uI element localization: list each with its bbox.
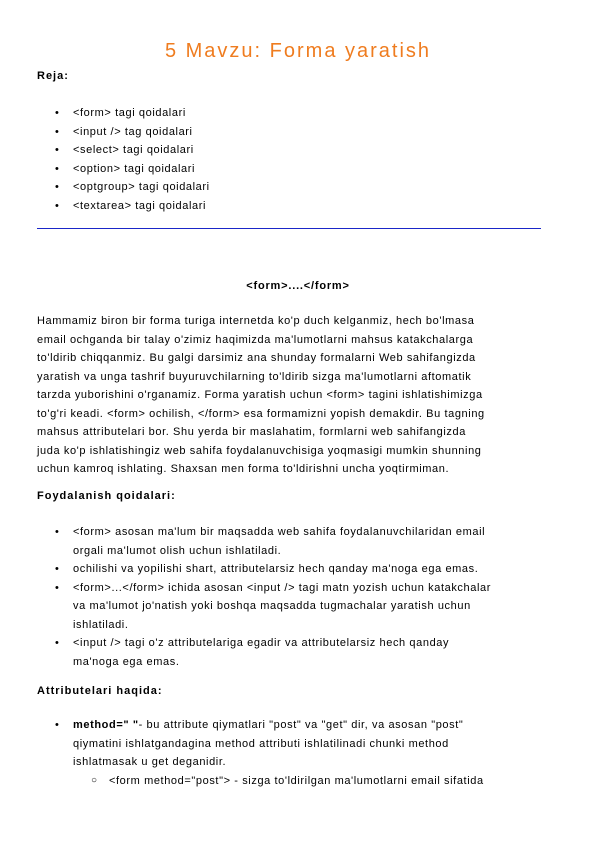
list-item xyxy=(55,104,210,123)
list-item-line: ma'noga ega emas. xyxy=(73,655,180,668)
method-attribute-label: method=" " xyxy=(73,719,139,731)
attributes-list xyxy=(55,716,463,772)
bullet-icon: • xyxy=(55,581,60,594)
method-description: - bu attribute qiymatlari "post" va "get" dir, va asosan "post" xyxy=(138,719,464,731)
paragraph-line: tarzda yuborishini o'rganamiz. Forma yaratish uchun <form> tagini ishlatishimizga xyxy=(37,389,483,401)
list-item-line: ishlatmasak u get deganidir. xyxy=(73,756,227,768)
list-item-text: <option> tagi qoidalari xyxy=(73,162,196,175)
list-item-line: <form>...</form> ichida asosan <input /> tagi matn yozish uchun katakchalar xyxy=(73,581,491,594)
bullet-icon: • xyxy=(55,181,60,193)
list-item xyxy=(55,141,210,160)
list-item-line: qiymatini ishlatgandagina method attributi ishlatilinadi chunki method xyxy=(73,737,449,750)
bullet-icon: • xyxy=(55,162,60,175)
paragraph-line: to'g'ri keadi. <form> ochilish, </form> esa formamizni yopish demakdir. Bu tagning xyxy=(37,407,485,420)
attributes-sub-list xyxy=(91,772,484,791)
list-item xyxy=(55,579,491,635)
list-item-line: ishlatiladi. xyxy=(73,618,129,631)
bullet-icon: • xyxy=(55,107,60,119)
bullet-icon: • xyxy=(55,125,60,138)
list-item-text: <input /> tag qoidalari xyxy=(73,125,193,138)
list-item xyxy=(55,716,463,772)
list-item xyxy=(55,634,491,671)
paragraph-line: juda ko'p ishlatishingiz web sahifa foydalanuvchisiga yoqmasigi mumkin shunning xyxy=(37,444,482,457)
bullet-icon: • xyxy=(55,563,60,575)
usage-rules-heading: Foydalanish qoidalari: xyxy=(37,490,176,502)
list-item xyxy=(55,160,210,179)
paragraph-line: uchun kamroq ishlating. Shaxsan men forma to'ldirishni uncha yoqtirmiman. xyxy=(37,463,450,475)
paragraph-line: to'ldirib chiqqanmiz. Bu galgi darsimiz ana shunday formalarni Web sahifangizda xyxy=(37,352,476,364)
list-item-line: <form> asosan ma'lum bir maqsadda web sahifa foydalanuvchilaridan email xyxy=(73,526,486,538)
paragraph-line: mahsus attributelari bor. Shu yerda bir maslahatim, formlarni web sahifangizda xyxy=(37,426,466,438)
list-item-line: va ma'lumot jo'natish yoki boshqa maqsadda tugmachalar yaratish uchun xyxy=(73,600,471,612)
list-item-text: <form> tagi qoidalari xyxy=(73,107,186,119)
bullet-icon: • xyxy=(55,637,60,649)
list-item-line: ochilishi va yopilishi shart, attributelarsiz hech qanday ma'noga ega emas. xyxy=(73,563,479,575)
bullet-icon: • xyxy=(55,719,60,731)
list-item-line xyxy=(73,716,463,735)
bullet-icon: • xyxy=(55,199,60,212)
bullet-icon: • xyxy=(55,144,60,156)
plan-list xyxy=(55,104,210,215)
list-item-text: <form method="post"> - sizga to'ldirilgan ma'lumotlarni email sifatida xyxy=(109,775,484,787)
list-item xyxy=(91,772,484,791)
list-item-text: <optgroup> tagi qoidalari xyxy=(73,181,210,193)
list-item-text: <textarea> tagi qoidalari xyxy=(73,199,207,212)
list-item xyxy=(55,523,491,560)
divider xyxy=(37,228,541,229)
list-item xyxy=(55,560,491,579)
list-item-line: orgali ma'lumot olish uchun ishlatiladi. xyxy=(73,544,282,557)
list-item-text: <select> tagi qoidalari xyxy=(73,144,194,156)
circle-bullet-icon: ○ xyxy=(91,775,98,786)
paragraph-line: Hammamiz biron bir forma turiga internetda ko'p duch kelganmiz, hech bo'lmasa xyxy=(37,315,475,327)
page-title: 5 Mavzu: Forma yaratish xyxy=(164,40,432,62)
list-item xyxy=(55,178,210,197)
bullet-icon: • xyxy=(55,526,60,538)
attributes-heading: Attributelari haqida: xyxy=(37,685,163,697)
list-item xyxy=(55,123,210,142)
list-item xyxy=(55,197,210,216)
paragraph-line: yaratish va unga tashrif buyuruvchilarning to'ldirib sizga ma'lumotlarni aftomatik xyxy=(37,370,472,383)
list-item-line: <input /> tagi o'z attributelariga egadir va attributelarsiz hech qanday xyxy=(73,637,450,649)
section-heading: <form>....</form> xyxy=(246,280,350,292)
usage-rules-list xyxy=(55,523,491,671)
paragraph-line: email ochganda bir talay o'zimiz haqimizda ma'lumotlarni mahsus katakchalarga xyxy=(37,333,474,346)
intro-paragraph xyxy=(37,312,557,479)
plan-label: Reja: xyxy=(37,70,69,82)
